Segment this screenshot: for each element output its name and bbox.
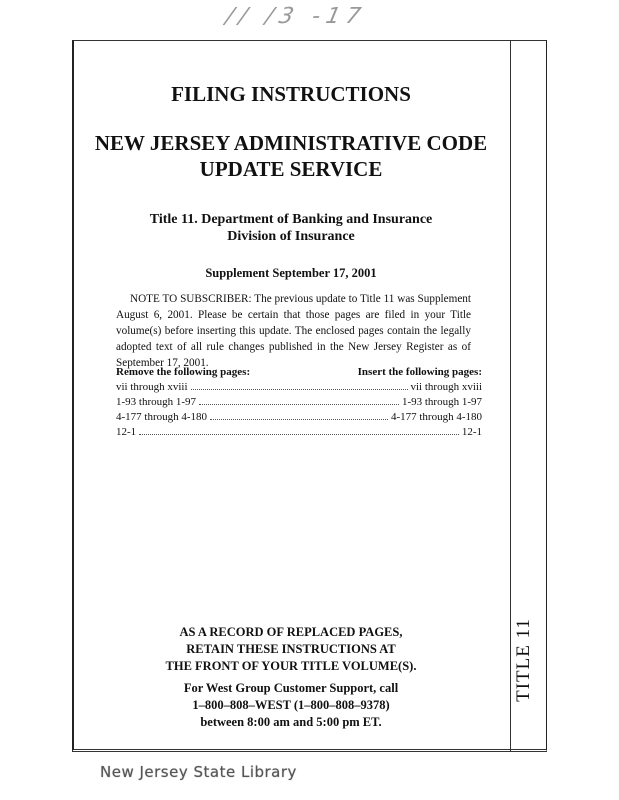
title-heading — [72, 211, 510, 245]
retain-line-3: THE FRONT OF YOUR TITLE VOLUME(S). — [165, 659, 417, 673]
pages-table-header — [116, 366, 482, 378]
pages-table — [116, 366, 482, 440]
dot-leader — [139, 426, 459, 435]
insert-pages: 12-1 — [461, 426, 482, 438]
support-info — [72, 680, 510, 731]
title-line-2: Division of Insurance — [227, 229, 355, 244]
insert-pages: 1-93 through 1-97 — [401, 396, 482, 408]
dot-leader — [210, 411, 388, 420]
support-line-1: For West Group Customer Support, call — [183, 681, 399, 695]
title-line-1: Title 11. Department of Banking and Insurance — [149, 212, 433, 227]
retain-line-2: RETAIN THESE INSTRUCTIONS AT — [186, 642, 396, 656]
code-title-line-1: NEW JERSEY ADMINISTRATIVE CODE — [94, 131, 488, 155]
remove-header: Remove the following pages: — [116, 366, 251, 378]
library-stamp: New Jersey State Library — [100, 763, 297, 781]
filing-instructions-heading: FILING INSTRUCTIONS — [171, 82, 411, 106]
spine-label: TITLE 11 — [513, 618, 534, 702]
supplement-date: Supplement September 17, 2001 — [205, 266, 377, 280]
support-phone: 1–800–808–WEST (1–800–808–9378) — [192, 698, 390, 712]
spine-divider — [510, 40, 511, 751]
page-row — [116, 425, 482, 440]
code-title — [72, 130, 510, 182]
insert-header: Insert the following pages: — [357, 366, 482, 378]
page-row — [116, 380, 482, 395]
remove-pages: 12-1 — [116, 426, 137, 438]
support-hours: between 8:00 am and 5:00 pm ET. — [200, 715, 382, 729]
retain-notice — [72, 624, 510, 675]
page-row — [116, 395, 482, 410]
insert-pages: 4-177 through 4-180 — [390, 411, 482, 423]
handwritten-mark: // /3 -17 — [223, 4, 369, 29]
insert-pages: vii through xviii — [410, 381, 482, 393]
dot-leader — [191, 381, 408, 390]
retain-line-1: AS A RECORD OF REPLACED PAGES, — [179, 625, 403, 639]
remove-pages: 4-177 through 4-180 — [116, 411, 208, 423]
page-row — [116, 410, 482, 425]
code-title-line-2: UPDATE SERVICE — [199, 157, 383, 181]
dot-leader — [199, 396, 399, 405]
remove-pages: vii through xviii — [116, 381, 188, 393]
remove-pages: 1-93 through 1-97 — [116, 396, 197, 408]
subscriber-note: NOTE TO SUBSCRIBER: The previous update to Title 11 was Supplement August 6, 2001. Please be certain that those pages are filed in your Title volume(s) before inserting this update. The enclosed pages contain the legally adopted text of all rule changes published in the New Jersey Register as of September 17, 2001. — [116, 293, 471, 369]
